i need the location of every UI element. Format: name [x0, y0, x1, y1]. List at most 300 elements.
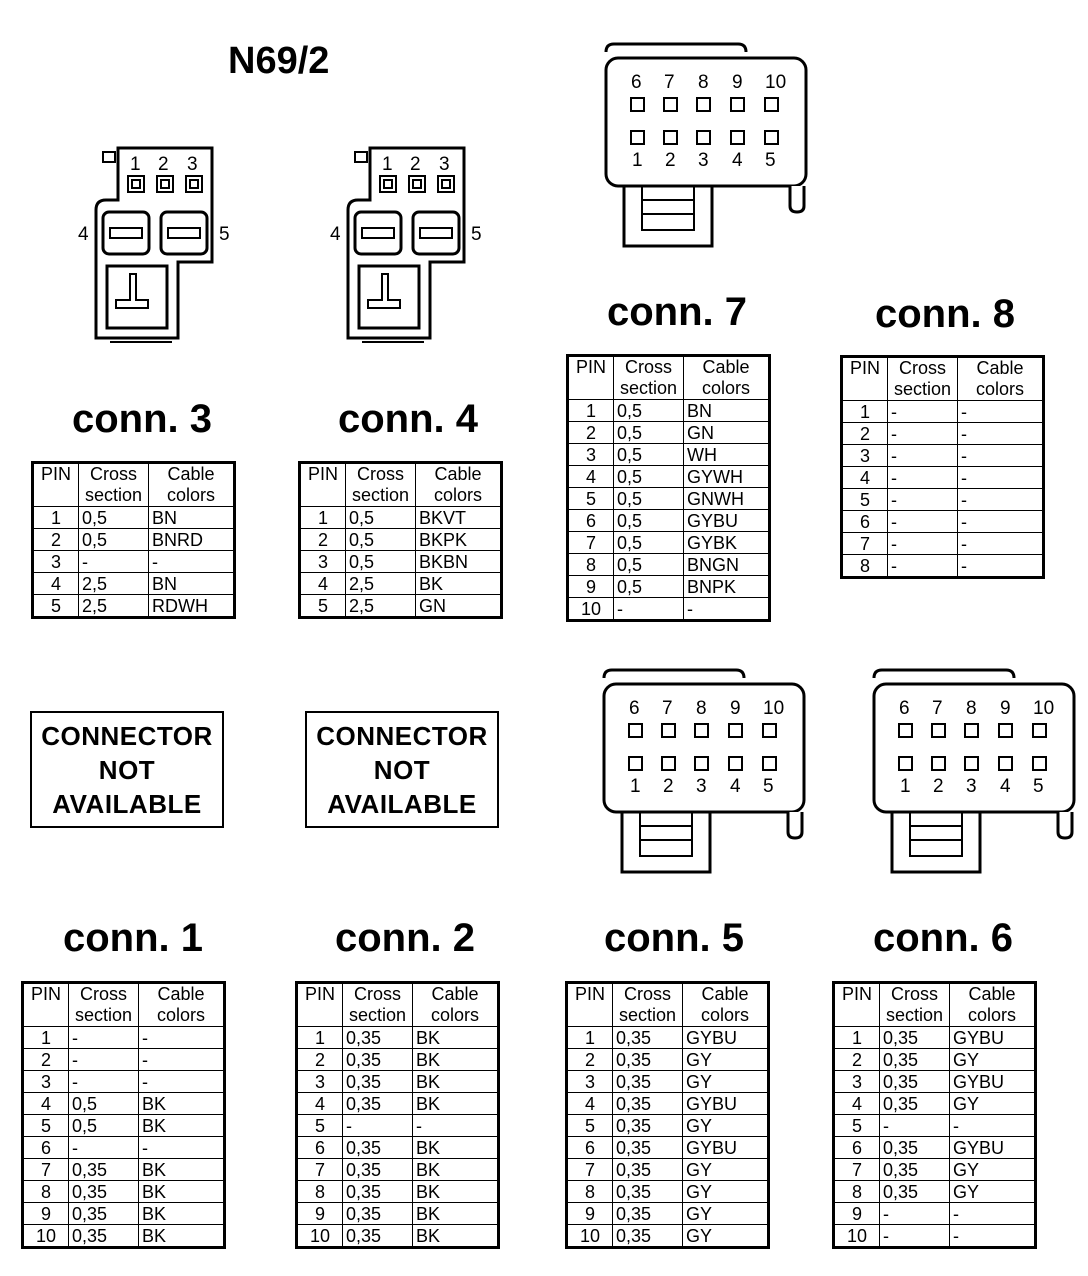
- cross-section: 0,35: [880, 1137, 950, 1159]
- header-cross-section: Cross section: [880, 983, 950, 1027]
- pin-label: 5: [765, 150, 776, 171]
- pin-number: 6: [23, 1137, 69, 1159]
- cross-section: 0,35: [613, 1225, 683, 1248]
- pin-number: 9: [568, 576, 614, 598]
- conn3-pin-table: [31, 461, 236, 619]
- cable-color: GY: [950, 1093, 1036, 1115]
- table-header-row: [568, 356, 770, 400]
- table-header-row: [567, 983, 769, 1027]
- pin-number: 7: [834, 1159, 880, 1181]
- pin-number: 3: [33, 551, 79, 573]
- na-line: CONNECTOR: [316, 720, 488, 751]
- pin-label: 9: [732, 72, 743, 93]
- cable-color: BNRD: [149, 529, 235, 551]
- cross-section: 0,35: [613, 1093, 683, 1115]
- cable-color: GYBU: [950, 1137, 1036, 1159]
- header-pin: PIN: [567, 983, 613, 1027]
- pin-number: 2: [568, 422, 614, 444]
- pin-number: 9: [567, 1203, 613, 1225]
- pin-number: 10: [297, 1225, 343, 1248]
- table-row: [23, 1225, 225, 1248]
- cross-section: 0,35: [343, 1181, 413, 1203]
- large-connector-top: [606, 44, 806, 246]
- pin-label: 2: [663, 776, 674, 797]
- table-row: [297, 1181, 499, 1203]
- pin-label: 4: [78, 224, 89, 245]
- cross-section: 0,35: [343, 1027, 413, 1049]
- pin-number: 5: [300, 595, 346, 618]
- header-cable-colors: Cable colors: [958, 357, 1044, 401]
- cable-color: -: [958, 467, 1044, 489]
- pin-label: 1: [382, 154, 393, 175]
- pin-number: 4: [568, 466, 614, 488]
- pin-label: 9: [1000, 698, 1011, 719]
- table-row: [834, 1071, 1036, 1093]
- cross-section: -: [880, 1203, 950, 1225]
- cross-section: -: [880, 1225, 950, 1248]
- cross-section: 0,35: [880, 1071, 950, 1093]
- header-pin: PIN: [842, 357, 888, 401]
- pin-label: 8: [698, 72, 709, 93]
- cable-color: BKVT: [416, 507, 502, 529]
- cross-section: 2,5: [346, 573, 416, 595]
- cross-section: -: [79, 551, 149, 573]
- cross-section: -: [888, 423, 958, 445]
- header-pin: PIN: [300, 463, 346, 507]
- pin-number: 2: [300, 529, 346, 551]
- table-row: [567, 1159, 769, 1181]
- cross-section: 0,5: [614, 422, 684, 444]
- cable-color: BKBN: [416, 551, 502, 573]
- pin-label: 10: [1033, 698, 1055, 719]
- cross-section: 0,5: [346, 529, 416, 551]
- cable-color: GN: [416, 595, 502, 618]
- cable-color: BK: [413, 1137, 499, 1159]
- pin-number: 4: [23, 1093, 69, 1115]
- cable-color: GYBU: [950, 1027, 1036, 1049]
- table-row: [297, 1071, 499, 1093]
- pin-label: 8: [966, 698, 977, 719]
- pin-number: 6: [568, 510, 614, 532]
- connector-not-available-box: [30, 711, 224, 828]
- cross-section: -: [888, 401, 958, 423]
- cross-section: -: [888, 511, 958, 533]
- pin-label: 5: [471, 224, 482, 245]
- cross-section: 0,35: [69, 1203, 139, 1225]
- table-header-row: [23, 983, 225, 1027]
- cable-color: -: [958, 555, 1044, 578]
- cable-color: GYBU: [950, 1071, 1036, 1093]
- table-row: [23, 1115, 225, 1137]
- table-row: [567, 1181, 769, 1203]
- pin-number: 8: [23, 1181, 69, 1203]
- pin-label: 6: [631, 72, 642, 93]
- pin-label: 10: [765, 72, 787, 93]
- pin-number: 5: [568, 488, 614, 510]
- cable-color: -: [950, 1115, 1036, 1137]
- cross-section: -: [888, 533, 958, 555]
- header-pin: PIN: [297, 983, 343, 1027]
- table-row: [842, 423, 1044, 445]
- cross-section: 0,35: [613, 1181, 683, 1203]
- pin-number: 9: [297, 1203, 343, 1225]
- pin-number: 4: [567, 1093, 613, 1115]
- connector-not-available-box: [305, 711, 499, 828]
- pin-label: 3: [698, 150, 709, 171]
- table-row: [834, 1225, 1036, 1248]
- conn4-pin-table: [298, 461, 503, 619]
- cable-color: BK: [413, 1181, 499, 1203]
- pin-number: 9: [834, 1203, 880, 1225]
- cross-section: -: [343, 1115, 413, 1137]
- pin-label: 1: [630, 776, 641, 797]
- cross-section: 0,35: [69, 1225, 139, 1248]
- table-row: [842, 555, 1044, 578]
- table-row: [33, 573, 235, 595]
- table-header-row: [300, 463, 502, 507]
- cable-color: WH: [684, 444, 770, 466]
- pin-label: 6: [629, 698, 640, 719]
- pin-number: 5: [834, 1115, 880, 1137]
- cable-color: GY: [683, 1049, 769, 1071]
- conn4-title: conn. 4: [338, 397, 479, 441]
- pin-number: 7: [568, 532, 614, 554]
- pin-number: 5: [33, 595, 79, 618]
- cable-color: GYBU: [683, 1093, 769, 1115]
- header-cross-section: Cross section: [346, 463, 416, 507]
- cable-color: BK: [139, 1181, 225, 1203]
- cross-section: 0,35: [69, 1181, 139, 1203]
- table-row: [568, 422, 770, 444]
- cable-color: -: [950, 1203, 1036, 1225]
- cable-color: BK: [413, 1049, 499, 1071]
- table-row: [842, 489, 1044, 511]
- header-cable-colors: Cable colors: [149, 463, 235, 507]
- cable-color: BKPK: [416, 529, 502, 551]
- cable-color: GY: [950, 1159, 1036, 1181]
- cross-section: -: [69, 1027, 139, 1049]
- pin-label: 10: [763, 698, 785, 719]
- table-row: [33, 507, 235, 529]
- pin-number: 6: [842, 511, 888, 533]
- pin-number: 4: [834, 1093, 880, 1115]
- table-row: [567, 1027, 769, 1049]
- pin-number: 8: [297, 1181, 343, 1203]
- header-pin: PIN: [33, 463, 79, 507]
- table-header-row: [297, 983, 499, 1027]
- conn8-title: conn. 8: [875, 292, 1016, 336]
- cable-color: BK: [413, 1027, 499, 1049]
- cable-color: -: [958, 445, 1044, 467]
- pin-number: 4: [842, 467, 888, 489]
- cross-section: 0,35: [343, 1203, 413, 1225]
- header-cross-section: Cross section: [613, 983, 683, 1027]
- pin-number: 1: [842, 401, 888, 423]
- cable-color: -: [950, 1225, 1036, 1248]
- pin-number: 8: [567, 1181, 613, 1203]
- cross-section: 2,5: [79, 573, 149, 595]
- cross-section: 0,35: [613, 1115, 683, 1137]
- pin-number: 10: [568, 598, 614, 621]
- pin-number: 6: [297, 1137, 343, 1159]
- cross-section: 0,35: [343, 1159, 413, 1181]
- cable-color: BK: [413, 1203, 499, 1225]
- pin-number: 1: [23, 1027, 69, 1049]
- cable-color: GYBU: [683, 1027, 769, 1049]
- pin-number: 3: [23, 1071, 69, 1093]
- pin-number: 10: [567, 1225, 613, 1248]
- cross-section: -: [888, 445, 958, 467]
- cable-color: -: [958, 533, 1044, 555]
- pin-number: 7: [23, 1159, 69, 1181]
- pin-number: 1: [834, 1027, 880, 1049]
- cross-section: -: [888, 467, 958, 489]
- cross-section: 0,5: [614, 532, 684, 554]
- cable-color: GY: [683, 1071, 769, 1093]
- cross-section: 0,5: [614, 466, 684, 488]
- table-row: [567, 1093, 769, 1115]
- table-row: [567, 1115, 769, 1137]
- header-cable-colors: Cable colors: [416, 463, 502, 507]
- cross-section: 0,5: [614, 488, 684, 510]
- pin-number: 2: [297, 1049, 343, 1071]
- table-row: [300, 529, 502, 551]
- pin-number: 1: [568, 400, 614, 422]
- cable-color: BK: [139, 1203, 225, 1225]
- table-row: [300, 551, 502, 573]
- cable-color: -: [139, 1027, 225, 1049]
- large-connector-mid-right: [874, 670, 1074, 872]
- table-row: [834, 1203, 1036, 1225]
- cable-color: GY: [683, 1203, 769, 1225]
- cross-section: 0,35: [613, 1049, 683, 1071]
- cross-section: -: [69, 1071, 139, 1093]
- cable-color: GY: [683, 1159, 769, 1181]
- cable-color: BNGN: [684, 554, 770, 576]
- table-header-row: [842, 357, 1044, 401]
- cable-color: BK: [413, 1159, 499, 1181]
- pin-number: 3: [567, 1071, 613, 1093]
- cross-section: 0,35: [613, 1203, 683, 1225]
- table-row: [297, 1049, 499, 1071]
- table-row: [33, 529, 235, 551]
- table-header-row: [33, 463, 235, 507]
- cable-color: -: [958, 511, 1044, 533]
- cable-color: BN: [149, 507, 235, 529]
- cross-section: 0,5: [614, 510, 684, 532]
- table-row: [297, 1225, 499, 1248]
- table-row: [567, 1071, 769, 1093]
- cable-color: RDWH: [149, 595, 235, 618]
- pin-number: 3: [834, 1071, 880, 1093]
- cable-color: BK: [413, 1071, 499, 1093]
- header-cross-section: Cross section: [614, 356, 684, 400]
- cross-section: 0,35: [343, 1093, 413, 1115]
- table-row: [834, 1181, 1036, 1203]
- pin-number: 6: [834, 1137, 880, 1159]
- pin-label: 8: [696, 698, 707, 719]
- cross-section: -: [69, 1049, 139, 1071]
- pin-number: 1: [300, 507, 346, 529]
- cable-color: BK: [413, 1225, 499, 1248]
- pin-label: 1: [130, 154, 141, 175]
- pin-number: 5: [297, 1115, 343, 1137]
- table-row: [23, 1027, 225, 1049]
- pin-number: 2: [842, 423, 888, 445]
- cross-section: 0,35: [880, 1049, 950, 1071]
- cross-section: 0,5: [614, 444, 684, 466]
- cable-color: BK: [139, 1225, 225, 1248]
- cross-section: 0,35: [880, 1027, 950, 1049]
- cable-color: BK: [139, 1093, 225, 1115]
- conn3-title: conn. 3: [72, 397, 213, 441]
- na-line: CONNECTOR: [41, 720, 213, 751]
- pin-label: 1: [900, 776, 911, 797]
- header-cross-section: Cross section: [79, 463, 149, 507]
- cross-section: 0,35: [613, 1027, 683, 1049]
- page-title: N69/2: [228, 40, 330, 82]
- table-row: [297, 1159, 499, 1181]
- cross-section: 0,5: [346, 507, 416, 529]
- table-row: [568, 444, 770, 466]
- cross-section: 0,35: [880, 1093, 950, 1115]
- pin-number: 8: [568, 554, 614, 576]
- cross-section: 0,35: [343, 1137, 413, 1159]
- table-row: [567, 1049, 769, 1071]
- pin-number: 8: [842, 555, 888, 578]
- cross-section: 2,5: [79, 595, 149, 618]
- pin-number: 5: [23, 1115, 69, 1137]
- pin-label: 7: [662, 698, 673, 719]
- cross-section: 0,35: [613, 1159, 683, 1181]
- cross-section: 0,5: [69, 1093, 139, 1115]
- na-line: AVAILABLE: [327, 788, 477, 819]
- cross-section: 0,5: [614, 400, 684, 422]
- pin-number: 6: [567, 1137, 613, 1159]
- table-row: [842, 445, 1044, 467]
- pin-label: 4: [730, 776, 741, 797]
- pin-label: 3: [696, 776, 707, 797]
- table-row: [33, 551, 235, 573]
- cable-color: BN: [149, 573, 235, 595]
- cable-color: -: [684, 598, 770, 621]
- cross-section: -: [614, 598, 684, 621]
- pin-label: 2: [665, 150, 676, 171]
- cross-section: -: [888, 555, 958, 578]
- pin-number: 2: [567, 1049, 613, 1071]
- pin-label: 5: [219, 224, 230, 245]
- pin-number: 5: [842, 489, 888, 511]
- table-row: [568, 400, 770, 422]
- cable-color: GYBK: [684, 532, 770, 554]
- pin-number: 3: [842, 445, 888, 467]
- header-cross-section: Cross section: [69, 983, 139, 1027]
- table-row: [568, 598, 770, 621]
- table-row: [297, 1115, 499, 1137]
- cable-color: BN: [684, 400, 770, 422]
- table-row: [297, 1137, 499, 1159]
- pin-label: 5: [763, 776, 774, 797]
- cross-section: 0,35: [880, 1181, 950, 1203]
- pin-number: 2: [834, 1049, 880, 1071]
- table-row: [23, 1203, 225, 1225]
- pin-label: 2: [158, 154, 169, 175]
- cross-section: -: [69, 1137, 139, 1159]
- table-row: [834, 1115, 1036, 1137]
- pin-number: 3: [300, 551, 346, 573]
- cable-color: -: [958, 489, 1044, 511]
- conn8-pin-table: [840, 355, 1045, 579]
- cable-color: GNWH: [684, 488, 770, 510]
- table-row: [834, 1049, 1036, 1071]
- conn1-pin-table: [21, 981, 226, 1249]
- cross-section: 0,35: [880, 1159, 950, 1181]
- cable-color: BK: [139, 1115, 225, 1137]
- pin-number: 3: [297, 1071, 343, 1093]
- cable-color: GY: [950, 1049, 1036, 1071]
- cable-color: GYBU: [684, 510, 770, 532]
- table-row: [568, 510, 770, 532]
- table-row: [297, 1203, 499, 1225]
- conn1-title: conn. 1: [63, 916, 204, 960]
- table-row: [300, 573, 502, 595]
- cable-color: -: [958, 423, 1044, 445]
- pin-label: 2: [410, 154, 421, 175]
- cross-section: 0,5: [79, 529, 149, 551]
- pin-number: 1: [297, 1027, 343, 1049]
- pin-number: 3: [568, 444, 614, 466]
- pin-number: 1: [33, 507, 79, 529]
- header-cable-colors: Cable colors: [684, 356, 770, 400]
- pin-label: 2: [933, 776, 944, 797]
- cable-color: BK: [139, 1159, 225, 1181]
- table-row: [842, 533, 1044, 555]
- header-cable-colors: Cable colors: [683, 983, 769, 1027]
- cable-color: GY: [950, 1181, 1036, 1203]
- cross-section: 0,5: [346, 551, 416, 573]
- cable-color: -: [413, 1115, 499, 1137]
- pin-number: 4: [300, 573, 346, 595]
- header-cross-section: Cross section: [888, 357, 958, 401]
- pin-number: 2: [33, 529, 79, 551]
- cable-color: GY: [683, 1115, 769, 1137]
- table-row: [834, 1093, 1036, 1115]
- pin-number: 4: [33, 573, 79, 595]
- header-cross-section: Cross section: [343, 983, 413, 1027]
- pin-label: 4: [1000, 776, 1011, 797]
- pin-number: 8: [834, 1181, 880, 1203]
- large-connector-mid-left: [604, 670, 804, 872]
- cable-color: -: [149, 551, 235, 573]
- cable-color: BK: [413, 1093, 499, 1115]
- cable-color: BNPK: [684, 576, 770, 598]
- cable-color: -: [139, 1137, 225, 1159]
- pin-number: 5: [567, 1115, 613, 1137]
- cable-color: -: [139, 1071, 225, 1093]
- pin-label: 4: [330, 224, 341, 245]
- pin-label: 3: [966, 776, 977, 797]
- pin-number: 1: [567, 1027, 613, 1049]
- pin-number: 10: [834, 1225, 880, 1248]
- pin-label: 1: [632, 150, 643, 171]
- table-row: [23, 1159, 225, 1181]
- conn2-title: conn. 2: [335, 916, 476, 960]
- table-row: [23, 1049, 225, 1071]
- header-cable-colors: Cable colors: [139, 983, 225, 1027]
- table-row: [568, 554, 770, 576]
- cable-color: GN: [684, 422, 770, 444]
- conn5-title: conn. 5: [604, 916, 745, 960]
